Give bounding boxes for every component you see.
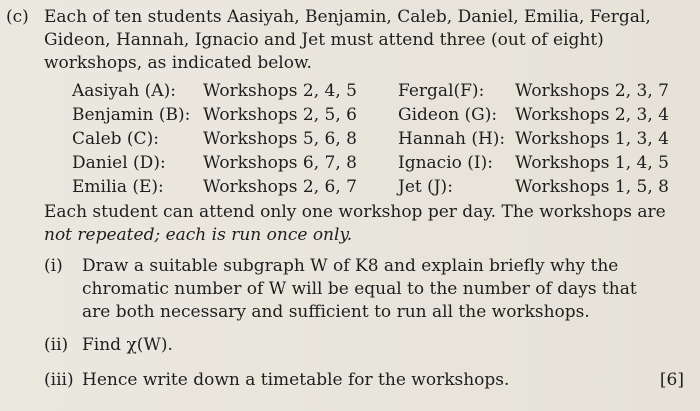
student-workshops: Workshops 2, 3, 4 xyxy=(515,105,669,125)
part-iii-line-1: Hence write down a timetable for the workshops. xyxy=(82,370,510,390)
student-name: Aasiyah (A): xyxy=(72,81,176,101)
student-workshops: Workshops 1, 4, 5 xyxy=(515,153,669,173)
constraint-line-2: not repeated; each is run once only. xyxy=(44,225,353,245)
part-ii-line-1: Find χ(W). xyxy=(82,335,173,355)
part-ii-label: (ii) xyxy=(44,335,69,355)
student-name: Hannah (H): xyxy=(398,129,506,149)
student-name: Benjamin (B): xyxy=(72,105,191,125)
marks-indicator: [6] xyxy=(659,370,684,390)
student-name: Jet (J): xyxy=(398,177,453,197)
student-name: Ignacio (I): xyxy=(398,153,493,173)
student-workshops: Workshops 6, 7, 8 xyxy=(203,153,357,173)
part-i-line-3: are both necessary and sufficient to run all the workshops. xyxy=(82,302,590,322)
constraint-line-1: Each student can attend only one workshop per day. The workshops are xyxy=(44,202,666,222)
student-name: Gideon (G): xyxy=(398,105,498,125)
intro-line-3: workshops, as indicated below. xyxy=(44,53,312,73)
student-workshops: Workshops 2, 5, 6 xyxy=(203,105,357,125)
student-name: Caleb (C): xyxy=(72,129,159,149)
question-label: (c) xyxy=(6,7,29,27)
student-workshops: Workshops 1, 5, 8 xyxy=(515,177,669,197)
intro-line-2: Gideon, Hannah, Ignacio and Jet must attend three (out of eight) xyxy=(44,30,604,50)
student-name: Fergal(F): xyxy=(398,81,485,101)
student-workshops: Workshops 2, 6, 7 xyxy=(203,177,357,197)
part-iii-label: (iii) xyxy=(44,370,74,390)
student-workshops: Workshops 1, 3, 4 xyxy=(515,129,669,149)
student-name: Emilia (E): xyxy=(72,177,164,197)
student-workshops: Workshops 2, 3, 7 xyxy=(515,81,669,101)
part-i-label: (i) xyxy=(44,256,63,276)
part-i-line-2: chromatic number of W will be equal to the number of days that xyxy=(82,279,637,299)
student-name: Daniel (D): xyxy=(72,153,166,173)
intro-line-1: Each of ten students Aasiyah, Benjamin, Caleb, Daniel, Emilia, Fergal, xyxy=(44,7,651,27)
student-workshops: Workshops 5, 6, 8 xyxy=(203,129,357,149)
part-i-line-1: Draw a suitable subgraph W of K8 and explain briefly why the xyxy=(82,256,619,276)
student-workshops: Workshops 2, 4, 5 xyxy=(203,81,357,101)
